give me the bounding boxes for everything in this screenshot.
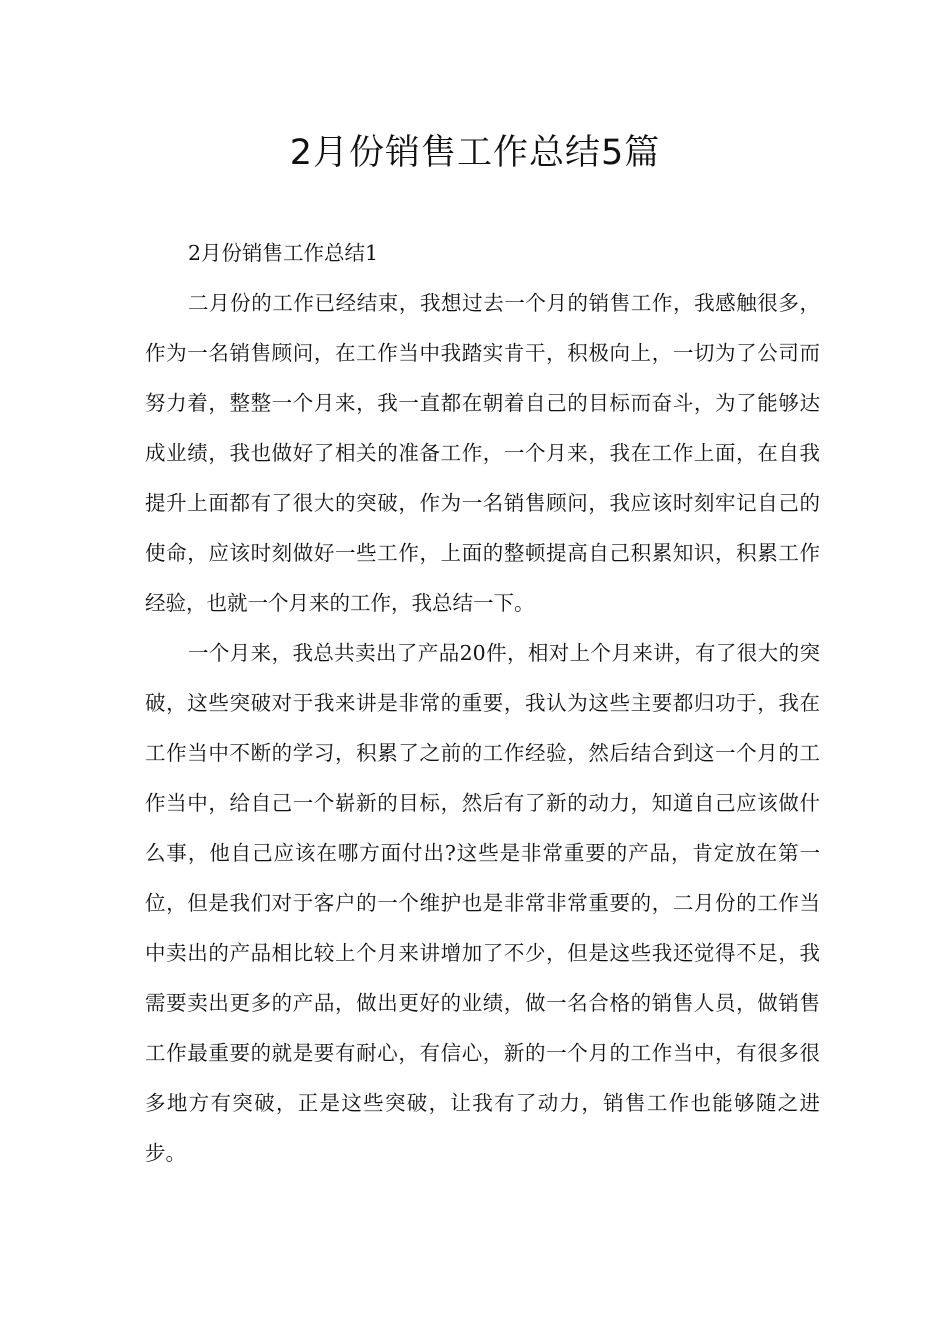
document-title: 2月份销售工作总结5篇 [289, 133, 661, 173]
paragraph-1: 二月份的工作已经结束，我想过去一个月的销售工作，我感触很多，作为一名销售顾问，在工作当中我踏实肯干，积极向上，一切为了公司而努力着，整整一个月来，我一直都在朝着自己的目标而奋斗，为了能够达成业绩，我也做好了相关的准备工作，一个月来，我在工作上面，在自我提升上面都有了很大的突破，作为一名销售顾问，我应该时刻牢记自己的使命，应该时刻做好一些工作，上面的整顿提高自己积累知识，积累工作经验，也就一个月来的工作，我总结一下。 [145, 291, 820, 615]
section-heading: 2月份销售工作总结1 [188, 241, 379, 265]
paragraph-2: 一个月来，我总共卖出了产品20件，相对上个月来讲，有了很大的突破，这些突破对于我来讲是非常的重要，我认为这些主要都归功于，我在工作当中不断的学习，积累了之前的工作经验，然后结合到这一个月的工作当中，给自己一个崭新的目标，然后有了新的动力，知道自己应该做什么事，他自己应该在哪方面付出?这些是非常重要的产品，肯定放在第一位，但是我们对于客户的一个维护也是非常非常重要的，二月份的工作当中卖出的产品相比较上个月来讲增加了不少，但是这些我还觉得不足，我需要卖出更多的产品，做出更好的业绩，做一名合格的销售人员，做销售工作最重要的就是要有耐心，有信心，新的一个月的工作当中，有很多很多地方有突破，正是这些突破，让我有了动力，销售工作也能够随之进步。 [145, 641, 820, 1165]
document-body [145, 228, 820, 1178]
